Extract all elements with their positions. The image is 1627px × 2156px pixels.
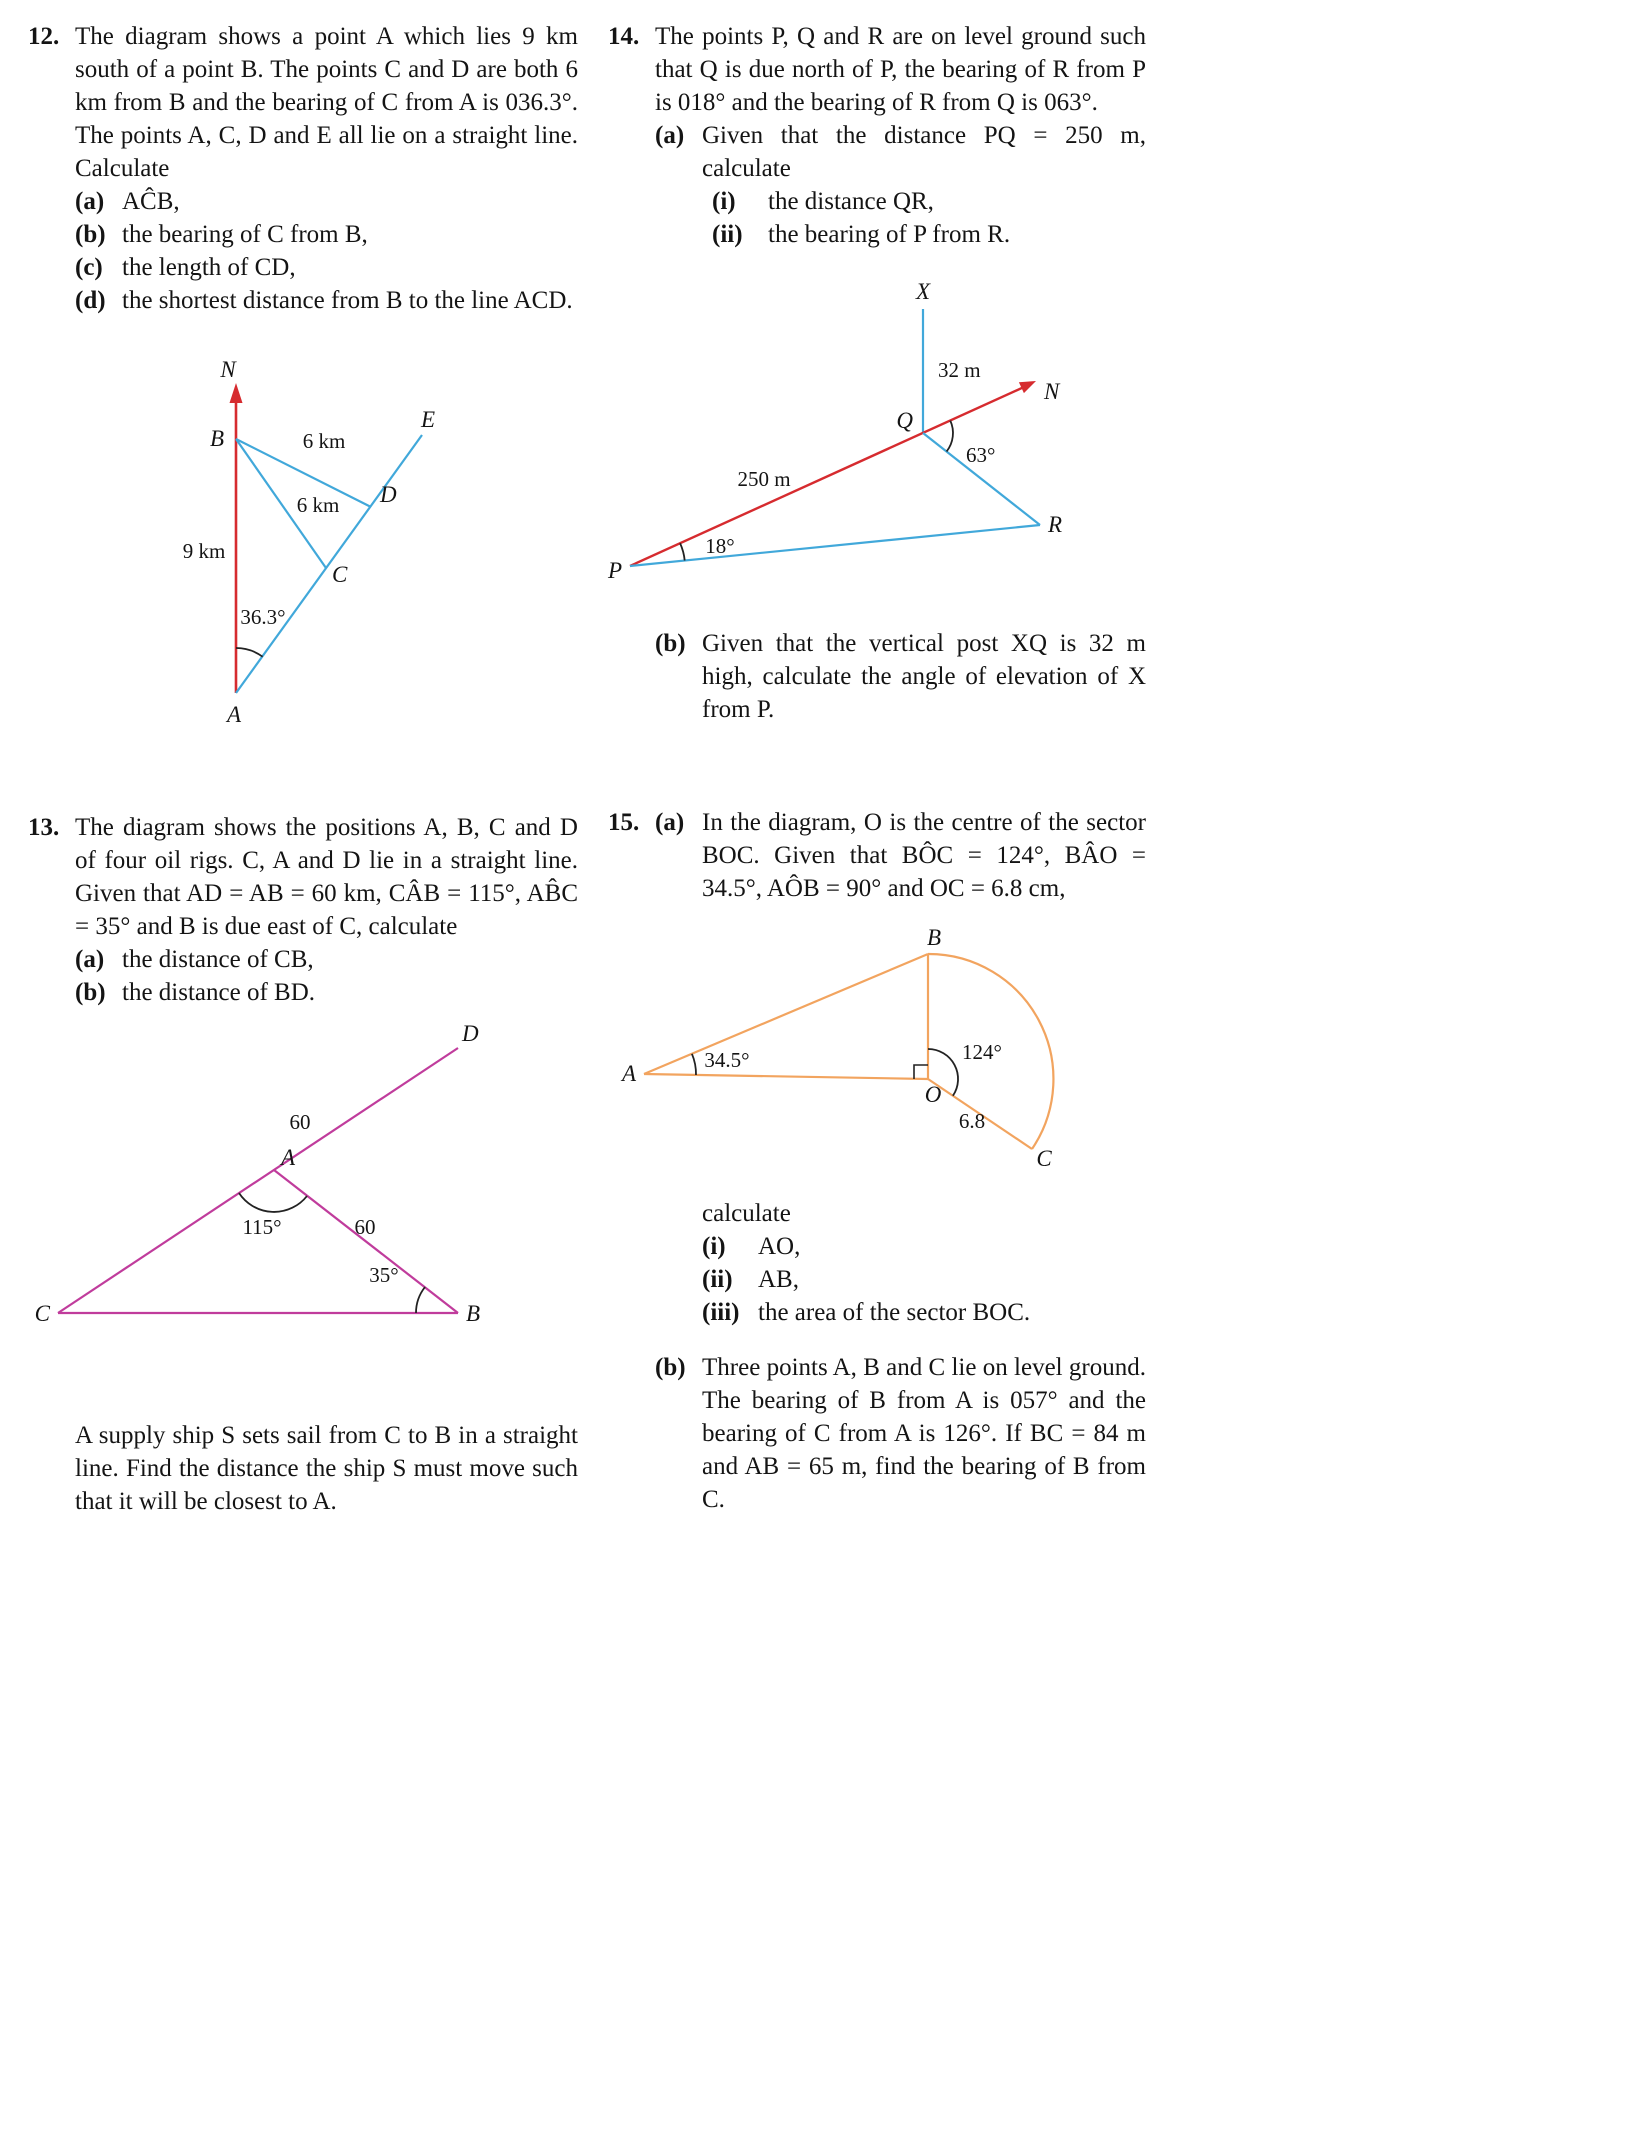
point-label-C: C bbox=[1036, 1146, 1052, 1171]
length-label-PQ: 250 m bbox=[737, 467, 791, 491]
problem-14 bbox=[608, 20, 1146, 726]
problem-15-number: 15. bbox=[608, 809, 640, 836]
north-line-P-N bbox=[630, 387, 1024, 566]
line-A-E bbox=[236, 435, 422, 693]
subpart-label: (i) bbox=[702, 1233, 726, 1260]
line-P-R bbox=[630, 525, 1040, 566]
subpart-label: (iii) bbox=[702, 1299, 740, 1326]
line-A-B bbox=[274, 1170, 458, 1313]
problem-13-part-b bbox=[75, 976, 578, 1009]
part-label: (a) bbox=[75, 946, 105, 973]
point-label-N: N bbox=[220, 357, 236, 382]
point-label-B: B bbox=[209, 426, 224, 451]
subpart-text: the distance QR, bbox=[768, 188, 934, 215]
problem-13-footer: A supply ship S sets sail from C to B in a straight line. Find the distance the ship S must move such that it will be closest to A. bbox=[75, 1422, 578, 1515]
part-text: the shortest distance from B to the line ACD. bbox=[122, 287, 573, 314]
problem-12-intro: The diagram shows a point A which lies 9 km south of a point B. The points C and D are both 6 km from B and the bearing of C from A is 036.3°. The points A, C, D and E all lie on a straight line. Calculate bbox=[75, 23, 578, 182]
north-arrowhead-icon bbox=[1019, 381, 1036, 393]
angle-arc-A bbox=[239, 1193, 307, 1212]
length-label-BD: 6 km bbox=[302, 429, 346, 453]
part-text: Given that the distance PQ = 250 m, calculate bbox=[702, 122, 1146, 182]
angle-arc-P bbox=[680, 543, 685, 560]
problem-14-part-a bbox=[655, 119, 1146, 251]
subpart-text: the bearing of P from R. bbox=[768, 221, 1011, 248]
point-label-O: O bbox=[924, 1082, 942, 1107]
right-angle-mark bbox=[914, 1065, 928, 1079]
page-content bbox=[28, 20, 1146, 1518]
part-text: AĈB, bbox=[122, 188, 180, 215]
part-text: the distance of CB, bbox=[122, 946, 314, 973]
part-text: the length of CD, bbox=[122, 254, 296, 281]
part-text: the bearing of C from B, bbox=[122, 221, 368, 248]
point-label-A: A bbox=[226, 702, 242, 727]
problem-12-number: 12. bbox=[28, 23, 60, 50]
point-label-B: B bbox=[926, 925, 942, 950]
problem-13-intro: The diagram shows the positions A, B, C and D of four oil rigs. C, A and D lie in a straight line. Given that AD = AB = 60 km, CÂB = 115°, AB̂C = 35° and B is due east of C, calculate bbox=[75, 814, 578, 940]
point-label-A: A bbox=[621, 1061, 636, 1086]
problem-15 bbox=[608, 806, 1146, 1516]
subpart-label: (i) bbox=[712, 188, 736, 215]
angle-label-O: 124° bbox=[962, 1040, 1002, 1064]
part-label: (a) bbox=[75, 188, 105, 215]
length-label-BC: 6 km bbox=[296, 493, 340, 517]
problem-15-part-a-iii bbox=[702, 1296, 1146, 1329]
point-label-A: A bbox=[281, 1145, 296, 1170]
subpart-text: AB, bbox=[758, 1266, 799, 1293]
part-label: (a) bbox=[655, 809, 685, 836]
problem-12-part-d bbox=[75, 284, 578, 317]
point-label-X: X bbox=[915, 279, 931, 304]
problem-13 bbox=[28, 811, 578, 1518]
angle-label-Q: 63° bbox=[966, 443, 996, 467]
problem-14-number: 14. bbox=[608, 23, 640, 50]
part-label: (b) bbox=[75, 979, 106, 1006]
point-label-P: P bbox=[607, 558, 622, 583]
angle-label-B: 35° bbox=[369, 1263, 399, 1287]
problem-14-part-b bbox=[655, 627, 1146, 726]
problem-15-calculate: calculate bbox=[702, 1200, 791, 1227]
angle-label-A: 36.3° bbox=[240, 605, 286, 629]
subpart-label: (ii) bbox=[702, 1266, 733, 1293]
diagram-problem-12 bbox=[178, 357, 478, 739]
problem-15-part-a bbox=[655, 806, 1146, 905]
angle-arc-B bbox=[416, 1287, 425, 1313]
part-text: the distance of BD. bbox=[122, 979, 316, 1006]
problem-13-part-a bbox=[75, 943, 578, 976]
problem-14-intro: The points P, Q and R are on level ground such that Q is due north of P, the bearing of R from P is 018° and the bearing of R from Q is 063°. bbox=[655, 23, 1146, 116]
part-label: (c) bbox=[75, 254, 103, 281]
part-label: (b) bbox=[655, 1354, 686, 1381]
problem-14-part-a-ii bbox=[712, 218, 1146, 251]
problem-14-part-a-i bbox=[712, 185, 1146, 218]
angle-label-A: 34.5° bbox=[704, 1048, 750, 1072]
length-label-AD: 60 bbox=[289, 1110, 311, 1134]
subpart-label: (ii) bbox=[712, 221, 743, 248]
right-column bbox=[608, 20, 1146, 1516]
point-label-D: D bbox=[380, 482, 397, 507]
problem-13-number: 13. bbox=[28, 814, 60, 841]
problem-15-part-a-ii bbox=[702, 1263, 1146, 1296]
length-label-XQ: 32 m bbox=[938, 358, 981, 382]
problem-12 bbox=[28, 20, 578, 739]
point-label-E: E bbox=[420, 407, 436, 432]
part-text: Three points A, B and C lie on level ground. The bearing of B from A is 057° and the bearing of C from A is 126°. If BC = 84 m and AB = 65 m, find the bearing of B from C. bbox=[702, 1354, 1146, 1513]
point-label-Q: Q bbox=[896, 408, 913, 433]
diagram-problem-13 bbox=[34, 1021, 488, 1331]
length-label-AB: 9 km bbox=[182, 539, 226, 563]
line-A-O bbox=[644, 1074, 928, 1079]
angle-arc-A bbox=[692, 1054, 696, 1075]
part-label: (b) bbox=[655, 630, 686, 657]
length-label-OC: 6.8 bbox=[958, 1109, 986, 1133]
problem-12-part-b bbox=[75, 218, 578, 251]
point-label-N: N bbox=[1044, 379, 1060, 404]
angle-arc-Q bbox=[947, 421, 953, 452]
length-label-AB: 60 bbox=[354, 1215, 376, 1239]
problem-15-part-b bbox=[655, 1351, 1146, 1516]
north-arrowhead-icon bbox=[230, 383, 243, 403]
part-text: Given that the vertical post XQ is 32 m high, calculate the angle of elevation of X from P. bbox=[702, 630, 1146, 723]
diagram-problem-14 bbox=[607, 279, 1078, 597]
point-label-C: C bbox=[34, 1301, 50, 1326]
subpart-text: the area of the sector BOC. bbox=[758, 1299, 1031, 1326]
part-text: In the diagram, O is the centre of the sector BOC. Given that BÔC = 124°, BÂO = 34.5°, AÔB = 90° and OC = 6.8 cm, bbox=[702, 809, 1146, 902]
problem-12-part-c bbox=[75, 251, 578, 284]
part-label: (b) bbox=[75, 221, 106, 248]
diagram-problem-15 bbox=[620, 925, 1080, 1173]
point-label-D: D bbox=[462, 1021, 479, 1046]
part-label: (a) bbox=[655, 122, 685, 149]
subpart-text: AO, bbox=[758, 1233, 801, 1260]
problem-15-part-a-i bbox=[702, 1230, 1146, 1263]
angle-label-A: 115° bbox=[242, 1215, 282, 1239]
problem-12-part-a bbox=[75, 185, 578, 218]
left-column bbox=[28, 20, 578, 1518]
line-A-B bbox=[644, 954, 928, 1074]
angle-label-P: 18° bbox=[705, 534, 735, 558]
point-label-R: R bbox=[1048, 512, 1063, 537]
part-label: (d) bbox=[75, 287, 106, 314]
point-label-B: B bbox=[466, 1301, 481, 1326]
point-label-C: C bbox=[332, 562, 348, 587]
angle-arc-A bbox=[236, 648, 263, 657]
